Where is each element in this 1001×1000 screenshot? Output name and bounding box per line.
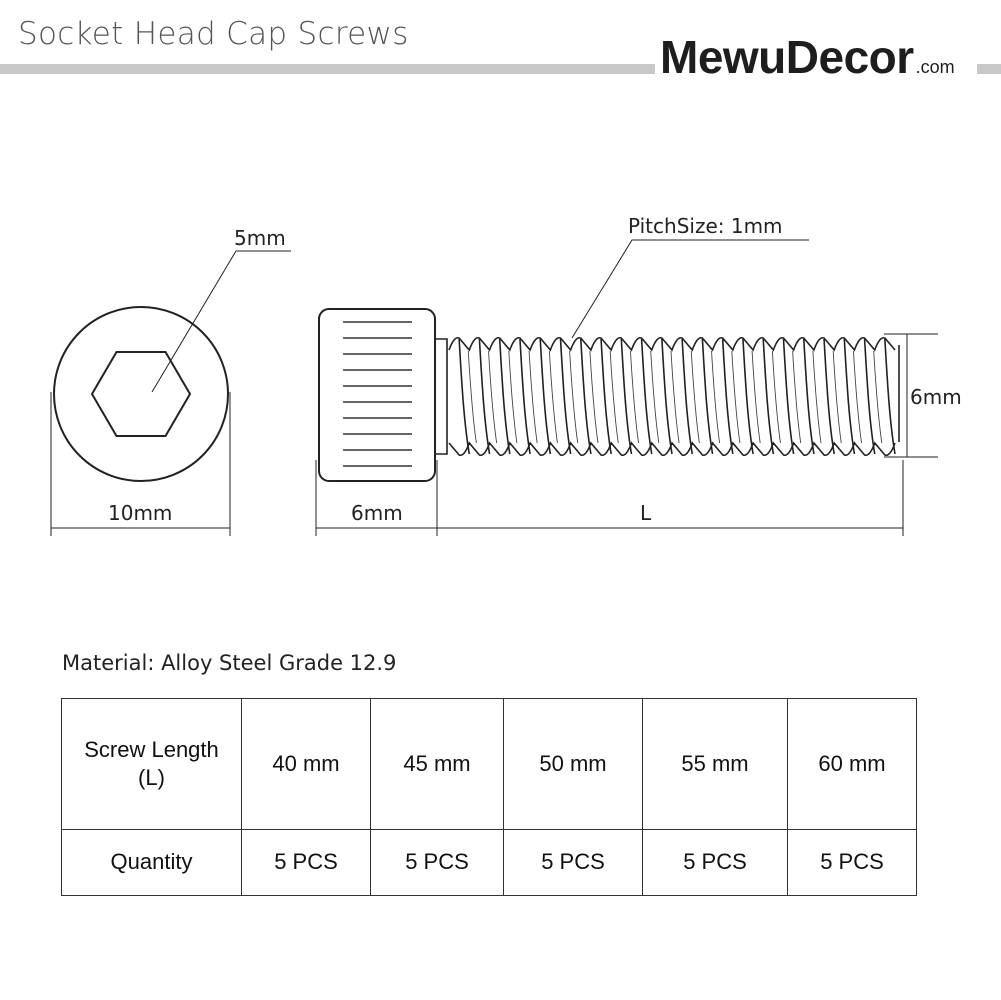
thread-root-line	[570, 351, 578, 443]
table-cell: 5 PCS	[371, 829, 504, 895]
table-cell: 40 mm	[242, 699, 371, 830]
thread-crest-line	[682, 339, 692, 454]
thread-root-line	[489, 351, 497, 443]
thread-root-line	[549, 351, 557, 443]
table-cell: 55 mm	[643, 699, 788, 830]
thread-root-line	[712, 351, 720, 443]
thread-root-line	[732, 351, 740, 443]
page-title: Socket Head Cap Screws	[18, 16, 409, 52]
table-cell: 5 PCS	[788, 829, 917, 895]
thread-crest-line	[865, 339, 875, 454]
thread-crest-line	[723, 339, 733, 454]
thread-crest-line	[804, 339, 814, 454]
table-cell: 5 PCS	[504, 829, 643, 895]
head-height-label: 6mm	[351, 501, 403, 525]
thread-root-line	[610, 351, 618, 443]
table-cell: 50 mm	[504, 699, 643, 830]
thread-root-line	[590, 351, 598, 443]
thread-root-line	[793, 351, 801, 443]
length-label: L	[640, 501, 652, 525]
thread-crest-line	[702, 339, 712, 454]
thread-root-line	[772, 351, 780, 443]
hex-leader-line	[152, 251, 291, 392]
hex-size-label: 5mm	[234, 226, 286, 250]
screw-side-view	[316, 214, 962, 536]
table-row	[62, 699, 917, 830]
screw-head	[319, 309, 435, 481]
neck-fillet	[435, 339, 447, 454]
head-circle	[54, 307, 228, 481]
thread-crest-line	[540, 339, 550, 454]
thread-root-line	[752, 351, 760, 443]
thread-root-line	[853, 351, 861, 443]
thread-crest-line	[743, 339, 753, 454]
thread-root-line	[651, 351, 659, 443]
spec-table	[61, 698, 917, 896]
thread-crest-line	[824, 339, 834, 454]
table-row	[62, 829, 917, 895]
pitch-size-label: PitchSize: 1mm	[628, 214, 783, 238]
thread-diameter-label: 6mm	[910, 385, 962, 409]
table-cell: 5 PCS	[643, 829, 788, 895]
thread-crest-line	[885, 339, 895, 454]
thread-root-line	[468, 351, 476, 443]
head-knurling	[343, 322, 412, 466]
pitch-leader-line	[572, 240, 809, 338]
brand-suffix: .com	[915, 57, 955, 77]
thread-root-line	[813, 351, 821, 443]
thread-root-line	[529, 351, 537, 443]
thread-crest-line	[601, 339, 611, 454]
thread-pattern	[449, 338, 895, 456]
thread-crest-line	[479, 339, 489, 454]
thread-crest-line	[784, 339, 794, 454]
material-label: Material: Alloy Steel Grade 12.9	[62, 651, 397, 675]
thread-root-line	[874, 351, 882, 443]
thread-root-line	[671, 351, 679, 443]
length-header-cell: Screw Length (L)	[62, 699, 242, 830]
table-cell: 60 mm	[788, 699, 917, 830]
thread-crest-line	[561, 339, 571, 454]
thread-crest-line	[621, 339, 631, 454]
thread-crest-line	[763, 339, 773, 454]
hex-socket-icon	[92, 352, 190, 436]
thread-top-profile	[449, 338, 895, 350]
thread-root-line	[833, 351, 841, 443]
table-cell: 45 mm	[371, 699, 504, 830]
thread-crest-line	[662, 339, 672, 454]
head-end-view	[51, 226, 291, 536]
thread-crest-line	[520, 339, 530, 454]
brand-name: MewuDecor	[660, 31, 914, 83]
thread-root-line	[691, 351, 699, 443]
head-diameter-label: 10mm	[108, 501, 173, 525]
thread-crest-line	[500, 339, 510, 454]
thread-root-line	[630, 351, 638, 443]
thread-root-line	[509, 351, 517, 443]
thread-crest-line	[642, 339, 652, 454]
thread-crest-line	[459, 339, 469, 454]
quantity-header-cell: Quantity	[62, 829, 242, 895]
thread-crest-line	[581, 339, 591, 454]
table-cell: 5 PCS	[242, 829, 371, 895]
thread-crest-line	[844, 339, 854, 454]
